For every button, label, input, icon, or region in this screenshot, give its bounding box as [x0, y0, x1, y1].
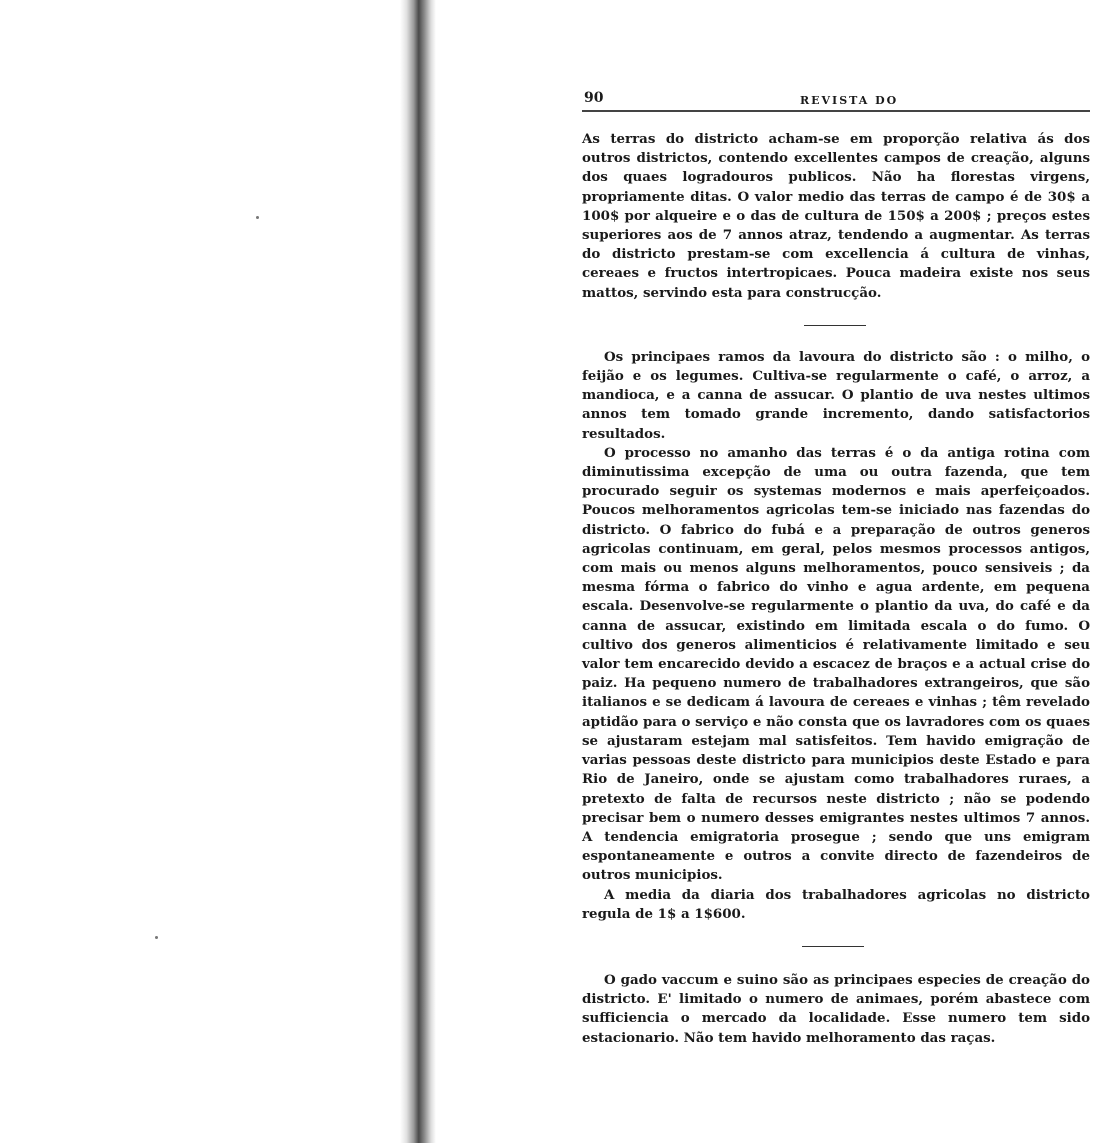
paragraph-lavoura: Os principaes ramos da lavoura do districto são : o milho, o feijão e os legumes. Cultiva-se regularmente o café, o arroz, a mandioca, e a canna de assucar. O plantio de uva nestes ultimos annos tem tomado grande incremento, dando satisfactorios resultados. — [582, 348, 1090, 442]
section-lavoura — [582, 348, 1090, 924]
section-separator — [804, 325, 866, 326]
page-header — [582, 88, 1090, 112]
paragraph-gado: O gado vaccum e suino são as principaes especies de creação do districto. E' limitado o numero de animaes, porém abastece com sufficiencia o mercado da localidade. Esse numero tem sido estacionario. Não tem havido melhoramento das raças. — [582, 971, 1090, 1046]
section-gado — [582, 971, 1090, 1048]
book-gutter — [400, 0, 436, 1143]
running-title: REVISTA DO — [800, 94, 899, 107]
paragraph-processo: O processo no amanho das terras é o da antiga rotina com diminutissima excepção de uma ou outra fazenda, que tem procurado seguir os systemas modernos e mais aperfeiçoados. Poucos melhoramentos agricolas tem-se iniciado nas fazendas do districto. O fabrico do fubá e a preparação de outros generos agricolas continuam, em geral, pelos mesmos processos antigos, com mais ou menos alguns melhoramentos, pouco sensiveis ; da mesma fórma o fabrico do vinho e agua ardente, em pequena escala. Desenvolve-se regularmente o plantio da uva, do café e da canna de assucar, existindo em limitada escala o do fumo. O cultivo dos generos alimenticios é relativamente limitado e seu valor tem encarecido devido a escacez de braços e a actual crise do paiz. Ha pequeno numero de trabalhadores extrangeiros, que são italianos e se dedicam á lavoura de cereaes e vinhas ; têm revelado aptidão para o serviço e não consta que os lavradores com os quaes se ajustaram estejam mal satisfeitos. Tem havido emigração de varias pessoas deste districto para municipios deste Estado e para Rio de Janeiro, onde se ajustam como trabalhadores ruraes, a pretexto de falta de recursos neste districto ; não se podendo precisar bem o numero desses emigrantes nestes ultimos 7 annos. A tendencia emigratoria prosegue ; sendo que uns emigram espontaneamente e outros a convite directo de fazendeiros de outros municipios. — [582, 444, 1090, 884]
paper-speck — [155, 936, 158, 939]
paragraph-terras: As terras do districto acham-se em proporção relativa ás dos outros districtos, contendo excellentes campos de creação, alguns dos quaes logradouros publicos. Não ha florestas virgens, propriamente ditas. O valor medio das terras de campo é de 30$ a 100$ por alqueire e o das de cultura de 150$ a 200$ ; preços estes superiores aos de 7 annos atraz, tendendo a augmentar. As terras do districto prestam-se com excellencia á cultura de vinhas, cereaes e fructos intertropicaes. Pouca madeira existe nos seus mattos, servindo esta para construcção. — [582, 131, 1090, 301]
section-separator — [802, 946, 864, 947]
paragraph-diaria: A media da diaria dos trabalhadores agricolas no districto regula de 1$ a 1$600. — [582, 886, 1090, 922]
page-number: 90 — [584, 90, 604, 106]
paper-speck — [256, 216, 259, 219]
book-page — [582, 88, 1090, 1048]
